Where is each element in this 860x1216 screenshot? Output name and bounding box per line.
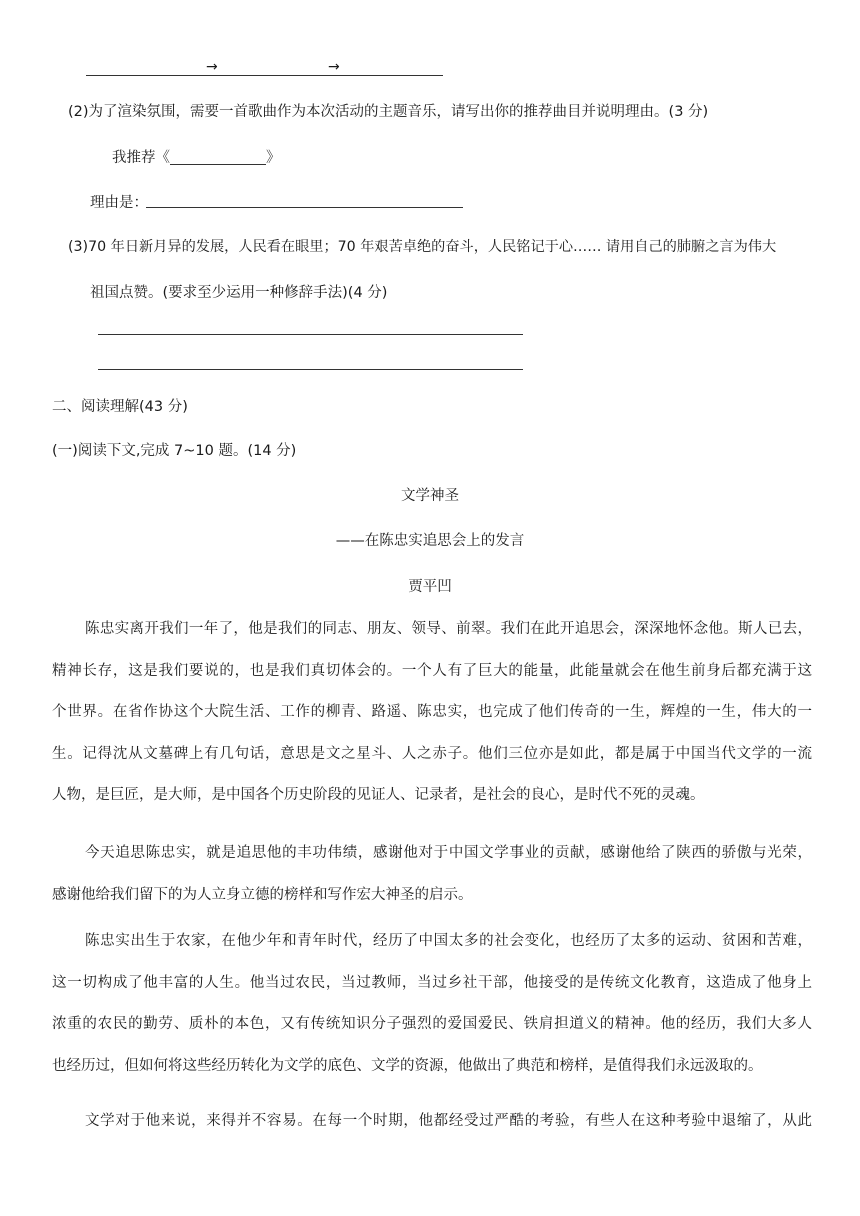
- q3-answer-line-2[interactable]: [98, 369, 523, 370]
- q2-recommend: [112, 146, 281, 167]
- article-paragraph-4: [52, 1101, 812, 1143]
- text-line: 感谢他给我们留下的为人立身立德的榜样和写作宏大神圣的启示。: [52, 886, 473, 903]
- q3-line1: (3)70 年日新月异的发展，人民看在眼里；70 年艰苦卓绝的奋斗，人民铭记于心…… 请用自己的肺腑之言为伟大: [68, 239, 777, 255]
- reason-answer-line[interactable]: [146, 207, 463, 208]
- q2-reason-label: 理由是：: [90, 195, 148, 211]
- q3-answer-line-1[interactable]: [98, 334, 523, 335]
- text-line: 精神长存，这是我们要说的，也是我们真切体会的。一个人有了巨大的能量，此能量就会在他生前身后都充满于这: [52, 662, 812, 679]
- text-line: 生。记得沈从文墓碑上有几句话，意思是文之星斗、人之赤子。他们三位亦是如此，都是属于中国当代文学的一流: [52, 745, 812, 762]
- arrow-2: →: [328, 59, 340, 75]
- article-subtitle: ——在陈忠实追思会上的发言: [335, 533, 525, 549]
- section-2-heading: 二、阅读理解(43 分): [52, 399, 188, 415]
- article-title: 文学神圣: [401, 488, 459, 504]
- article-paragraph-3: [52, 921, 812, 1087]
- text-line: 陈忠实出生于农家，在他少年和青年时代，经历了中国太多的社会变化，也经历了太多的运动、贫困和苦难，: [85, 933, 812, 949]
- recommend-close: 》: [266, 150, 281, 166]
- text-line: 今天追思陈忠实，就是追思他的丰功伟绩，感谢他对于中国文学事业的贡献，感谢他给了陕西的骄傲与光荣，: [85, 845, 812, 861]
- article-author: 贾平凹: [408, 579, 452, 595]
- article-paragraph-2: [52, 833, 812, 916]
- text-line: 陈忠实离开我们一年了，他是我们的同志、朋友、领导、前翠。我们在此开追思会，深深地怀念他。斯人已去，: [85, 621, 812, 637]
- text-line: 这一切构成了他丰富的人生。他当过农民，当过教师，当过乡社干部，他接受的是传统文化教育，这造成了他身上: [52, 974, 812, 991]
- text-line: 也经历过，但如何将这些经历转化为文学的底色、文学的资源，他做出了典范和榜样，是值得我们永远汲取的。: [52, 1057, 763, 1074]
- text-line: 个世界。在省作协这个大院生活、工作的柳青、路遥、陈忠实，也完成了他们传奇的一生，辉煌的一生，伟大的一: [52, 704, 812, 720]
- q3-line2: 祖国点赞。(要求至少运用一种修辞手法)(4 分): [90, 285, 388, 301]
- order-answer-line[interactable]: [86, 75, 443, 76]
- q2-prompt: (2)为了渲染氛围，需要一首歌曲作为本次活动的主题音乐，请写出你的推荐曲目并说明理由。(3 分): [68, 104, 709, 120]
- text-line: 人物，是巨匠，是大师，是中国各个历史阶段的见证人、记录者，是社会的良心，是时代不死的灵魂。: [52, 787, 705, 803]
- article-paragraph-1: [52, 609, 812, 817]
- text-line: 文学对于他来说，来得并不容易。在每一个时期，他都经受过严酷的考验，有些人在这种考验中退缩了，从此: [85, 1113, 812, 1129]
- part-1-heading: (一)阅读下文,完成 7~10 题。(14 分): [52, 443, 297, 459]
- text-line: 浓重的农民的勤劳、质朴的本色，又有传统知识分子强烈的爱国爱民、铁肩担道义的精神。他的经历，我们大多人: [52, 1016, 812, 1032]
- song-answer-blank[interactable]: [170, 150, 266, 165]
- recommend-open: 我推荐《: [112, 150, 170, 166]
- arrow-1: →: [206, 59, 218, 75]
